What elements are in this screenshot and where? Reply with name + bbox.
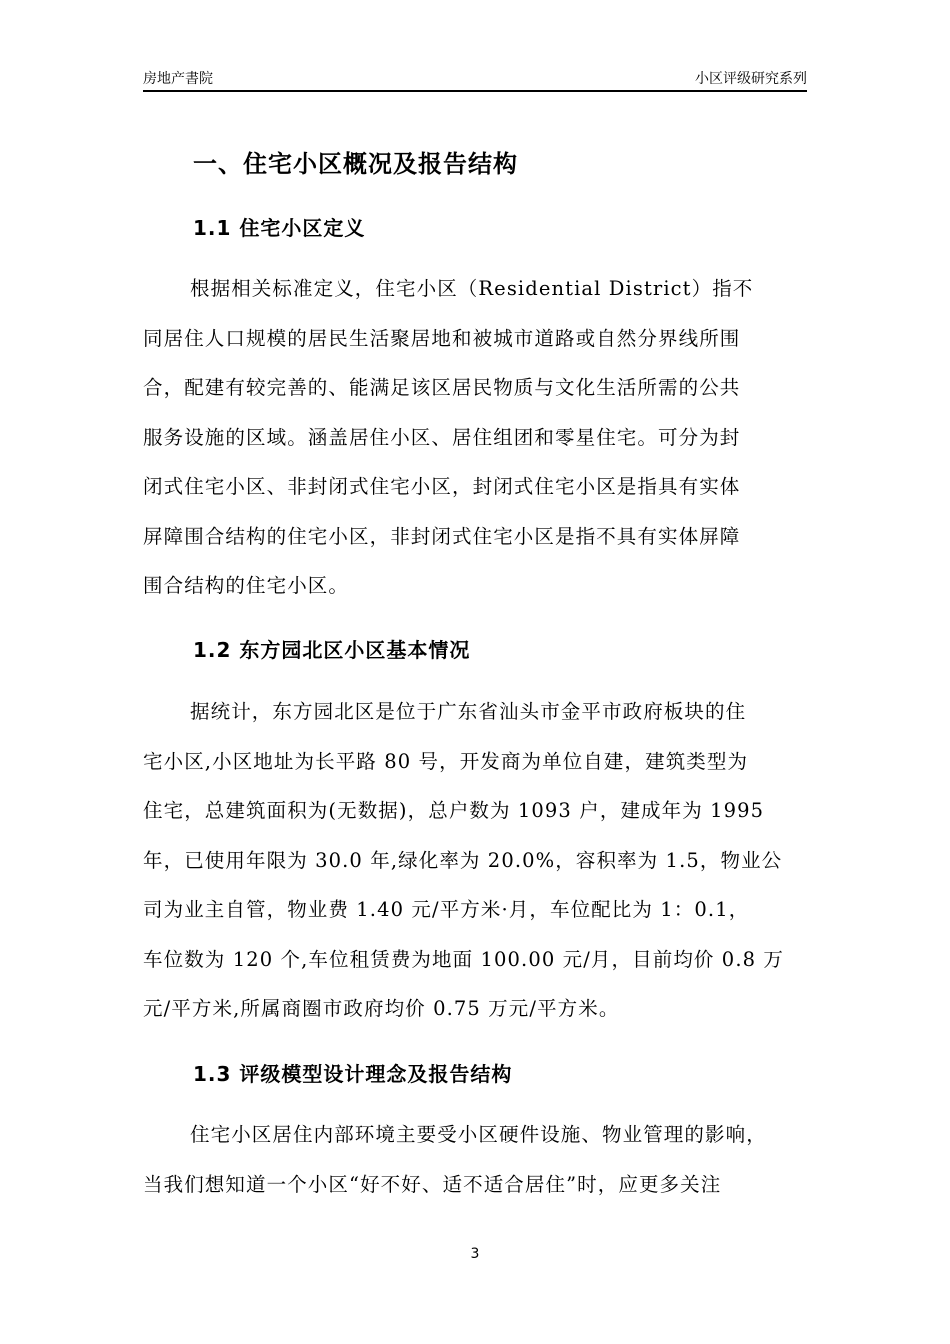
paragraph-line: 屏障围合结构的住宅小区，非封闭式住宅小区是指不具有实体屏障 xyxy=(143,524,741,548)
paragraph-line: 当我们想知道一个小区“好不好、适不适合居住”时，应更多关注 xyxy=(143,1172,722,1196)
section-heading-1-2: 1.2 东方园北区小区基本情况 xyxy=(193,638,471,662)
paragraph-line: 据统计，东方园北区是位于广东省汕头市金平市政府板块的住 xyxy=(190,700,747,723)
paragraph-line: 元/平方米,所属商圈市政府均价 0.75 万元/平方米。 xyxy=(143,997,620,1020)
page-number: 3 xyxy=(470,1246,480,1262)
paragraph-line: 宅小区,小区地址为长平路 80 号，开发商为单位自建，建筑类型为 xyxy=(143,749,749,773)
paragraph-line: 住宅小区居住内部环境主要受小区硬件设施、物业管理的影响， xyxy=(190,1123,767,1146)
header-series: 小区评级研究系列 xyxy=(695,71,807,87)
paragraph-line: 闭式住宅小区、非封闭式住宅小区，封闭式住宅小区是指具有实体 xyxy=(143,475,741,498)
section-body-1-2 xyxy=(143,694,807,1041)
section-heading-1-3: 1.3 评级模型设计理念及报告结构 xyxy=(193,1062,513,1086)
paragraph-line: 住宅，总建筑面积为(无数据)，总户数为 1093 户，建成年为 1995 xyxy=(143,799,765,822)
section-heading-1-1: 1.1 住宅小区定义 xyxy=(193,216,366,240)
header-publisher: 房地产書院 xyxy=(143,71,213,87)
paragraph-line: 围合结构的住宅小区。 xyxy=(143,574,350,597)
section-body-1-3 xyxy=(143,1117,807,1216)
chapter-title: 一、住宅小区概况及报告结构 xyxy=(193,150,518,178)
paragraph-line: 服务设施的区域。涵盖居住小区、居住组团和零星住宅。可分为封 xyxy=(143,425,741,449)
section-body-1-1 xyxy=(143,271,807,618)
paragraph-line: 同居住人口规模的居民生活聚居地和被城市道路或自然分界线所围 xyxy=(143,326,741,350)
paragraph-line: 根据相关标准定义，住宅小区（Residential District）指不 xyxy=(190,277,754,300)
page-header xyxy=(143,68,807,92)
paragraph-line: 司为业主自管，物业费 1.40 元/平方米·月，车位配比为 1：0.1， xyxy=(143,898,750,921)
paragraph-line: 年，已使用年限为 30.0 年,绿化率为 20.0%，容积率为 1.5，物业公 xyxy=(143,848,783,872)
paragraph-line: 合，配建有较完善的、能满足该区居民物质与文化生活所需的公共 xyxy=(143,376,741,399)
paragraph-line: 车位数为 120 个,车位租赁费为地面 100.00 元/月，目前均价 0.8 万 xyxy=(143,947,785,971)
